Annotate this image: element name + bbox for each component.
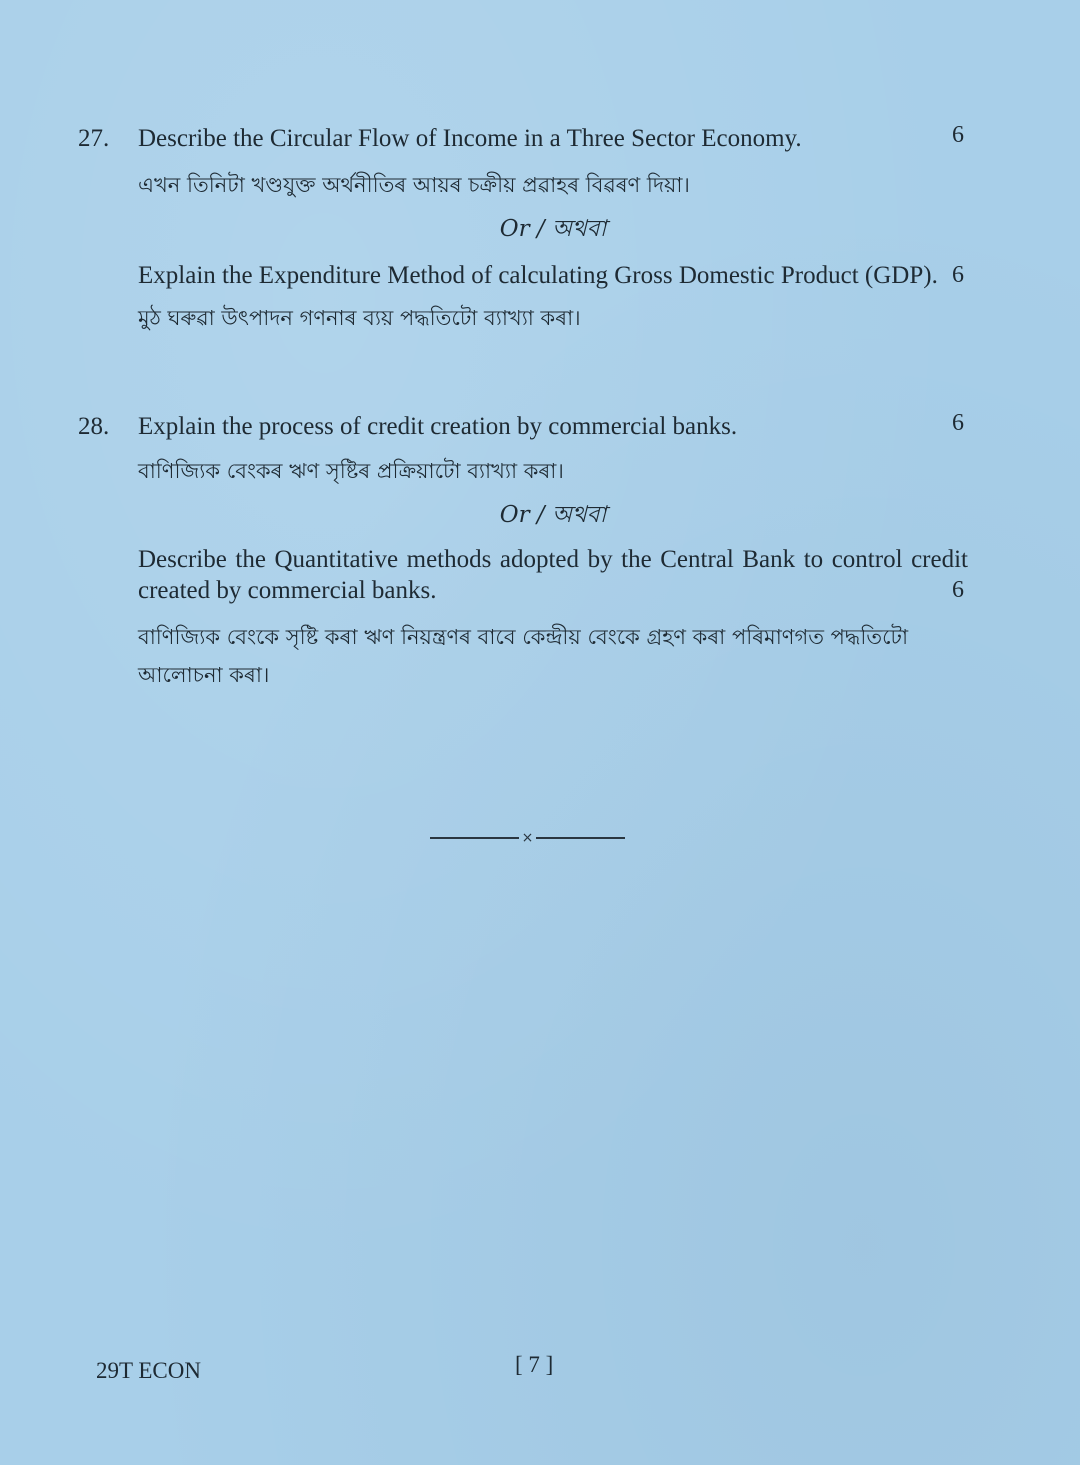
question-text: Explain the process of credit creation by commercial banks. xyxy=(138,413,738,440)
question-27 xyxy=(78,122,968,335)
alternative-assamese: বাণিজ্যিক বেংকে সৃষ্টি কৰা ঋণ নিয়ন্ত্ৰণৰ বাবে কেন্দ্ৰীয় বেংকে গ্ৰহণ কৰা পৰিমাণগত পদ্ধতিটো আলোচনা কৰা। xyxy=(138,625,909,687)
or-label: Or / অথবা xyxy=(499,502,607,528)
question-number: 27. xyxy=(78,125,110,152)
question-line xyxy=(78,410,968,444)
page-number: [ 7 ] xyxy=(515,1352,554,1377)
question-assamese: বাণিজ্যিক বেংকৰ ঋণ সৃষ্টিৰ প্ৰক্ৰিয়াটো ব্যাখ্যা কৰা। xyxy=(138,459,564,483)
alternative-text: Describe the Quantitative methods adopted by the Central Bank to control credit created by commercial banks. xyxy=(138,546,968,604)
question-marks: 6 xyxy=(952,410,964,436)
or-label: Or / অথবা xyxy=(499,216,607,242)
alternative-text: Explain the Expenditure Method of calculating Gross Domestic Product (GDP). xyxy=(138,262,938,289)
divider-rule-left xyxy=(430,837,519,839)
question-line xyxy=(78,122,968,156)
paper-code: 29T ECON xyxy=(96,1358,201,1383)
divider-rule-right xyxy=(536,837,625,839)
alternative-question xyxy=(138,544,968,606)
end-divider xyxy=(430,828,625,848)
question-number: 28. xyxy=(78,413,110,440)
question-text: Describe the Circular Flow of Income in a Three Sector Economy. xyxy=(138,125,802,152)
alternative-question xyxy=(138,260,968,291)
cross-icon: × xyxy=(521,830,534,846)
alternative-marks: 6 xyxy=(952,262,964,288)
alternative-assamese: মুঠ ঘৰুৱা উৎপাদন গণনাৰ ব্যয় পদ্ধতিটো ব্যাখ্যা কৰা। xyxy=(138,306,581,330)
question-assamese: এখন তিনিটা খণ্ডযুক্ত অৰ্থনীতিৰ আয়ৰ চক্ৰীয় প্ৰৱাহৰ বিৱৰণ দিয়া। xyxy=(138,173,690,197)
question-marks: 6 xyxy=(952,122,964,148)
question-28 xyxy=(78,410,968,694)
alternative-marks: 6 xyxy=(952,577,964,603)
